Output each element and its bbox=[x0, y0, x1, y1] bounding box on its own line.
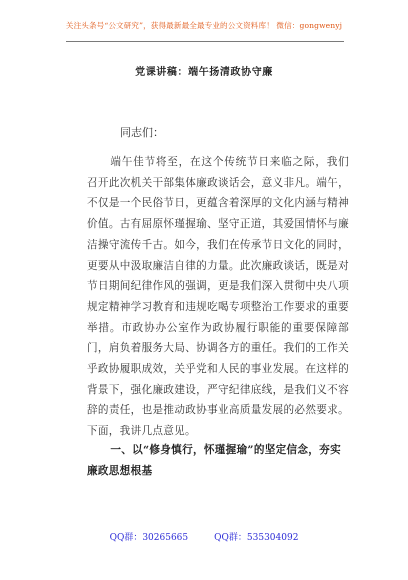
section-heading: 一、以“修身慎行，怀瑾握瑜”的坚定信念，夯实廉政思想根基 bbox=[87, 444, 341, 477]
body-paragraph-block bbox=[87, 152, 349, 442]
body-paragraph: 端午佳节将至，在这个传统节日来临之际，我们召开此次机关干部集体廉政谈话会，意义非凡。端午，不仅是一个民俗节日，更蕴含着深厚的文化内涵与精神价值。古有屈原怀瑾握瑜、坚守正道，其爱国情怀与廉洁操守流传千古。如今，我们在传承节日文化的同时，更要从中汲取廉洁自律的力量。此次廉政谈话，既是对节日期间纪律作风的强调，更是我们深入贯彻中央八项规定精神学习教育和违规吃喝专项整治工作要求的重要举措。市政协办公室作为政协履行职能的重要保障部门，肩负着服务大局、协调各方的重任。我们的工作关乎政协履职成效，关乎党和人民的事业发展。在这样的背景下，强化廉政建设，严守纪律底线，是我们义不容辞的责任，也是推动政协事业高质量发展的必然要求。下面，我讲几点意见。 bbox=[87, 156, 349, 438]
salutation: 同志们： bbox=[120, 126, 164, 139]
footer-qq-group-2: QQ群：535304092 bbox=[214, 533, 299, 543]
document-title: 党课讲稿：端午扬清政协守廉 bbox=[135, 67, 273, 78]
footer-qq-groups bbox=[0, 530, 408, 543]
footer-qq-group-1: QQ群：30265665 bbox=[109, 533, 189, 543]
header-divider bbox=[66, 41, 344, 42]
header-promo-text: 关注头条号“公文研究”，获得最新最全最专业的公文资料库！ 微信：gongwenyj bbox=[65, 21, 343, 30]
